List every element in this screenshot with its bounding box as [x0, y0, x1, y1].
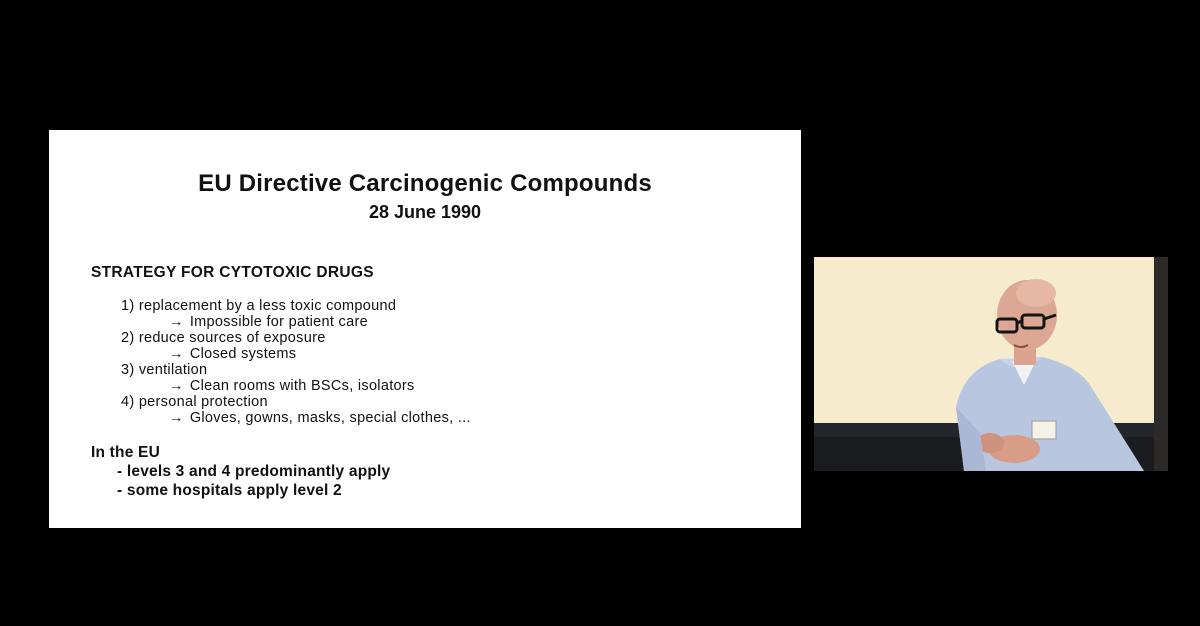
strategy-item [121, 394, 471, 426]
speaker-video-feed [814, 257, 1168, 471]
strategy-item [121, 298, 471, 330]
strategy-consequence [121, 314, 471, 330]
arrow-icon: → [169, 314, 184, 330]
slide-title: EU Directive Carcinogenic Compounds [198, 170, 652, 197]
speaker-figure [814, 257, 1168, 471]
strategy-item [121, 330, 471, 362]
strategy-item-label: 2) reduce sources of exposure [121, 330, 326, 346]
strategy-item-label: 4) personal protection [121, 394, 268, 410]
arrow-icon: → [169, 346, 184, 362]
strategy-consequence [121, 346, 471, 362]
strategy-consequence [121, 410, 471, 426]
eu-item: - some hospitals apply level 2 [117, 482, 342, 499]
presentation-slide [49, 130, 801, 528]
consequence-text: Impossible for patient care [189, 314, 368, 330]
strategy-consequence [121, 378, 471, 394]
consequence-text: Clean rooms with BSCs, isolators [189, 378, 415, 394]
consequence-text: Gloves, gowns, masks, special clothes, ... [189, 410, 471, 426]
strategy-item-label: 1) replacement by a less toxic compound [121, 298, 397, 314]
strategy-item [121, 362, 471, 394]
eu-heading: In the EU [91, 444, 160, 461]
arrow-icon: → [169, 378, 184, 394]
arrow-icon: → [169, 410, 184, 426]
consequence-text: Closed systems [189, 346, 297, 362]
eu-block [91, 443, 390, 500]
eu-item: - levels 3 and 4 predominantly apply [117, 463, 391, 480]
strategy-item-label: 3) ventilation [121, 362, 208, 378]
section-heading: STRATEGY FOR CYTOTOXIC DRUGS [91, 264, 374, 281]
strategy-list [121, 298, 471, 426]
slide-subtitle: 28 June 1990 [368, 202, 482, 222]
